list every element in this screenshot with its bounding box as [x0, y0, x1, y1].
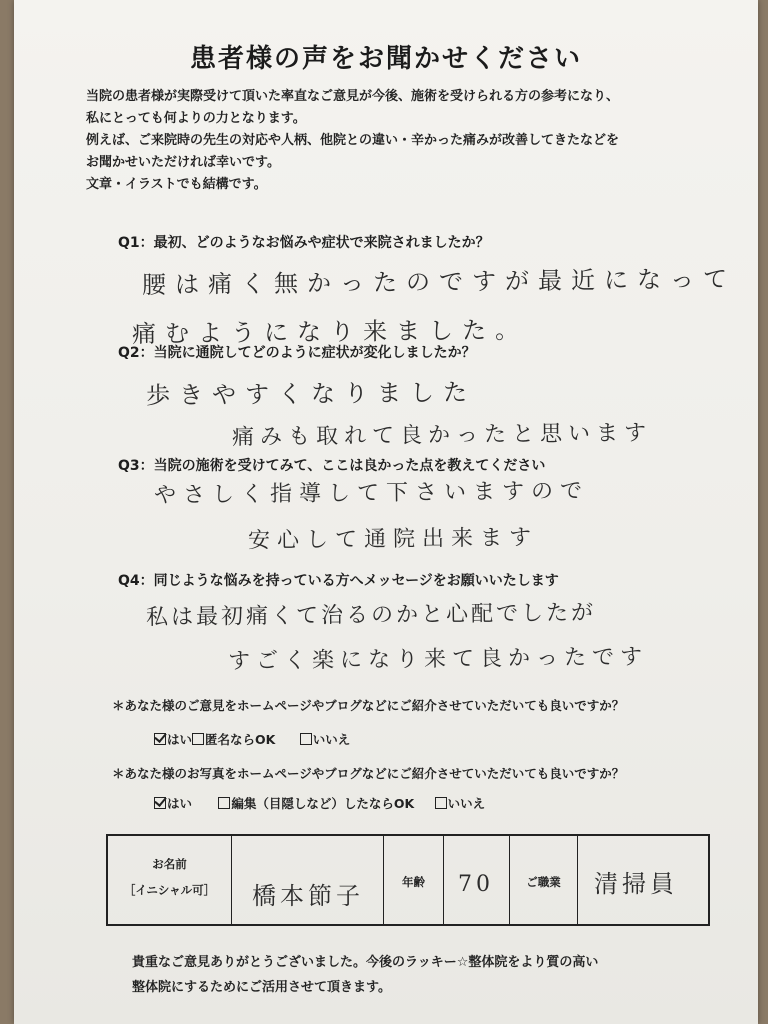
option-yes[interactable]: はい [154, 732, 192, 747]
option-no[interactable]: いいえ [435, 796, 486, 811]
job-label: ご職業 [526, 875, 561, 889]
intro-text [86, 86, 726, 196]
intro-line: お聞かせいただければ幸いです。 [86, 155, 280, 170]
question-2-label: Q2：当院に通院してどのように症状が変化しましたか？ [118, 345, 476, 361]
intro-line: 例えば、ご来院時の先生の対応や人柄、他院との違い・辛かった痛みが改善してきたなどを [86, 133, 620, 148]
consent-opinion-question: ＊あなた様のご意見をホームページやブログなどにご紹介させていただいても良いですか？ [112, 698, 625, 713]
answer-4-line-2: すごく楽になり来て良かったです [227, 644, 649, 675]
footer-line: 整体院にするためにご活用させて頂きます。 [132, 980, 391, 995]
name-value: 橋本節子 [252, 882, 364, 910]
respondent-info-table [106, 834, 710, 926]
option-yes[interactable]: はい [154, 796, 192, 811]
checkbox-checked[interactable] [154, 797, 166, 809]
consent-photo-question: ＊あなた様のお写真をホームページやブログなどにご紹介させていただいても良いですか？ [112, 766, 625, 781]
intro-line: 私にとっても何よりの力となります。 [86, 111, 306, 126]
name-label: お名前 [152, 857, 187, 871]
answer-3-line-2: 安心して通院出来ます [247, 525, 539, 554]
intro-line: 当院の患者様が実際受けて頂いた率直なご意見が今後、施術を受けられる方の参考になり、 [86, 89, 620, 104]
job-value-cell [578, 836, 708, 924]
name-sublabel: ［イニシャル可］ [123, 883, 216, 897]
checkbox[interactable] [218, 797, 230, 809]
option-edited[interactable]: 編集（目隠しなど）したならOK [218, 796, 414, 811]
survey-sheet [14, 0, 758, 1024]
option-no[interactable]: いいえ [300, 732, 351, 747]
answer-2-line-1: 歩きやすくなりました [145, 378, 477, 410]
answer-4-line-1: 私は最初痛くて治るのかと心配でしたが [145, 600, 597, 631]
intro-line: 文章・イラストでも結構です。 [86, 177, 267, 192]
page-title: 患者様の声をお聞かせください [189, 44, 582, 74]
answer-2-line-2: 痛みも取れて良かったと思います [231, 420, 653, 451]
answer-3-line-1: やさしく指導して下さいますので [153, 478, 590, 509]
question-1-label: Q1：最初、どのようなお悩みや症状で来院されましたか？ [118, 235, 490, 251]
job-value: 清掃員 [594, 870, 678, 898]
name-label-cell [108, 836, 232, 924]
footer-line: 貴重なご意見ありがとうございました。今後のラッキー☆整体院をより質の高い [132, 955, 599, 970]
answer-1-line-2: 痛むようになり来ました。 [131, 315, 529, 349]
question-3-label: Q3：当院の施術を受けてみて、ここは良かった点を教えてください [118, 458, 546, 474]
closing-message [132, 950, 712, 1000]
consent-opinion-options [154, 730, 350, 748]
age-value: 70 [458, 872, 494, 897]
name-value-cell [232, 836, 384, 924]
consent-photo-options [154, 794, 485, 812]
age-label-cell [384, 836, 444, 924]
checkbox[interactable] [300, 733, 312, 745]
option-anonymous[interactable]: 匿名ならOK [192, 732, 275, 747]
checkbox-checked[interactable] [154, 733, 166, 745]
checkbox[interactable] [192, 733, 204, 745]
question-4-label: Q4：同じような悩みを持っている方へメッセージをお願いいたします [118, 573, 559, 589]
checkbox[interactable] [435, 797, 447, 809]
age-label: 年齢 [402, 875, 425, 889]
age-value-cell [444, 836, 510, 924]
answer-1-line-1: 腰は痛く無かったのですが最近になって [141, 264, 737, 300]
job-label-cell [510, 836, 578, 924]
